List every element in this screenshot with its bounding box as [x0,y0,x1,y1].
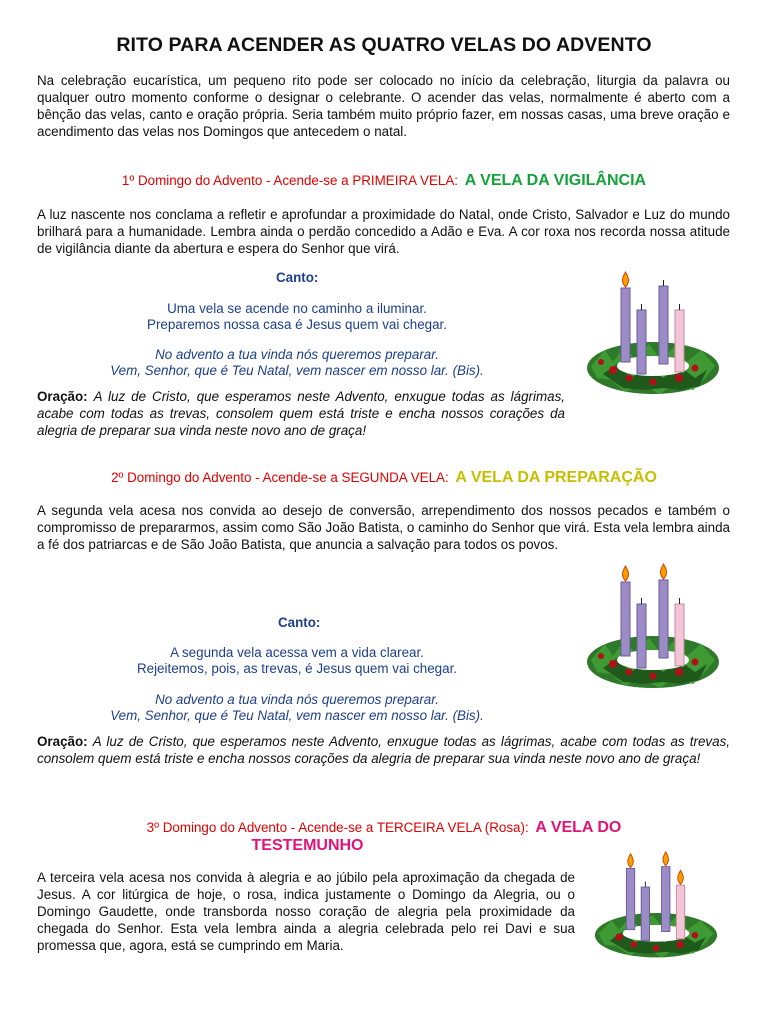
sunday2-canto-line2: Rejeitemos, pois, as trevas, é Jesus quem vai chegar. [136,661,458,676]
sunday1-refrao-line2: Vem, Senhor, que é Teu Natal, vem nascer em nosso lar. (Bis). [110,363,484,378]
sunday3-heading [0,819,768,837]
sunday2-oracao-text: A luz de Cristo, que esperamos neste Advento, enxugue todas as lágrimas, acabe com todas as trevas, consolem quem está triste e encha nossos corações da alegria de preparar sua vinda neste novo ano de graça! [37,734,730,766]
sunday1-heading [0,172,768,190]
flame-icon [622,566,628,581]
sunday3-heading-name-line1: A VELA DO [535,819,622,836]
sunday2-refrao-line2: Vem, Senhor, que é Teu Natal, vem nascer em nosso lar. (Bis). [110,708,484,723]
sunday3-heading-prefix: 3º Domingo do Advento - Acende-se a TERCEIRA VELA (Rosa): [146,820,529,835]
sunday2-canto-line1: A segunda vela acessa vem a vida clarear. [170,645,424,660]
flame-icon [660,564,666,579]
sunday2-heading-prefix: 2º Domingo do Advento - Acende-se a SEGUNDA VELA: [111,470,449,485]
flame-icon [663,852,669,866]
sunday2-refrao-line1: No advento a tua vinda nós queremos preparar. [155,692,439,707]
wreath-leaves [595,913,717,957]
page-title: RITO PARA ACENDER AS QUATRO VELAS DO ADVENTO [116,34,652,56]
sunday1-canto-line2: Preparemos nossa casa é Jesus quem vai chegar. [147,317,447,332]
sunday2-canto-label: Canto: [278,615,321,630]
sunday2-oracao [37,733,730,767]
sunday1-oracao-text: A luz de Cristo, que esperamos neste Advento, enxugue todas as lágrimas, acabe com todas as trevas, consolem quem está triste e encha nossos corações da alegria de preparar sua vinda neste novo ano de graça! [37,389,565,438]
wreath-leaves [587,636,719,688]
flame-icon [678,870,684,884]
sunday1-canto-line1: Uma vela se acende no caminho a iluminar. [167,301,427,316]
flame-icon [622,272,628,287]
sunday1-heading-prefix: 1º Domingo do Advento - Acende-se a PRIMEIRA VELA: [121,173,459,188]
advent-wreath-icon [583,266,723,416]
sunday2-heading-name: A VELA DA PREPARAÇÃO [455,469,657,486]
sunday1-oracao-label: Oração: [37,389,88,404]
sunday2-heading [0,469,768,487]
sunday2-text: A segunda vela acesa nos convida ao desejo de conversão, arrependimento dos nossos pecados e também o compromisso de prepararmos, assim como São João Batista, o caminho do Senhor que virá. Esta vela lembra ainda a fé dos patriarcas e de São João Batista, que anuncia a salvação para todos os povos. [37,503,730,552]
sunday1-heading-name: A VELA DA VIGILÂNCIA [464,172,647,189]
sunday3-text: A terceira vela acesa nos convida à alegria e ao júbilo pela aproximação da chegada de Jesus. A cor litúrgica de hoje, o rosa, indica justamente o Domingo da Alegria, ou o Domingo Gaudette, onde transborda nosso coração de alegria pela proximidade da chegada do Senhor. Esta vela lembra ainda a alegria celebrada pelo rei Davi e sua promessa que, agora, está se cumprindo em Maria. [37,870,575,953]
flame-icon [628,854,634,868]
sunday2-oracao-label: Oração: [37,734,88,749]
sunday1-oracao [37,388,565,439]
advent-wreath-icon [583,562,723,710]
sunday3-heading-line2 [0,837,612,855]
advent-wreath-icon [591,850,721,975]
sunday1-canto-label: Canto: [276,270,319,285]
sunday1-text: A luz nascente nos conclama a refletir e aprofundar a proximidade do Natal, onde Cristo, Salvador e Luz do mundo brilhará para a humanidade. Lembra ainda o perdão concedido a Adão e Eva. A cor roxa nos recorda nossa atitude de vigilância diante da abertura e espera do Senhor que virá. [37,207,730,256]
sunday3-heading-name-line2: TESTEMUNHO [251,837,364,854]
wreath-leaves [587,342,719,394]
intro-paragraph: Na celebração eucarística, um pequeno rito pode ser colocado no início da celebração, liturgia da palavra ou qualquer outro momento conforme o designar o celebrante. O acender das velas, normalmente é aberto com a bênção das velas, canto e oração própria. Seria também muito próprio fazer, em nossas casas, uma breve oração e acendimento das velas nos Domingos que antecedem o natal. [37,73,730,139]
sunday1-refrao-line1: No advento a tua vinda nós queremos preparar. [155,347,439,362]
